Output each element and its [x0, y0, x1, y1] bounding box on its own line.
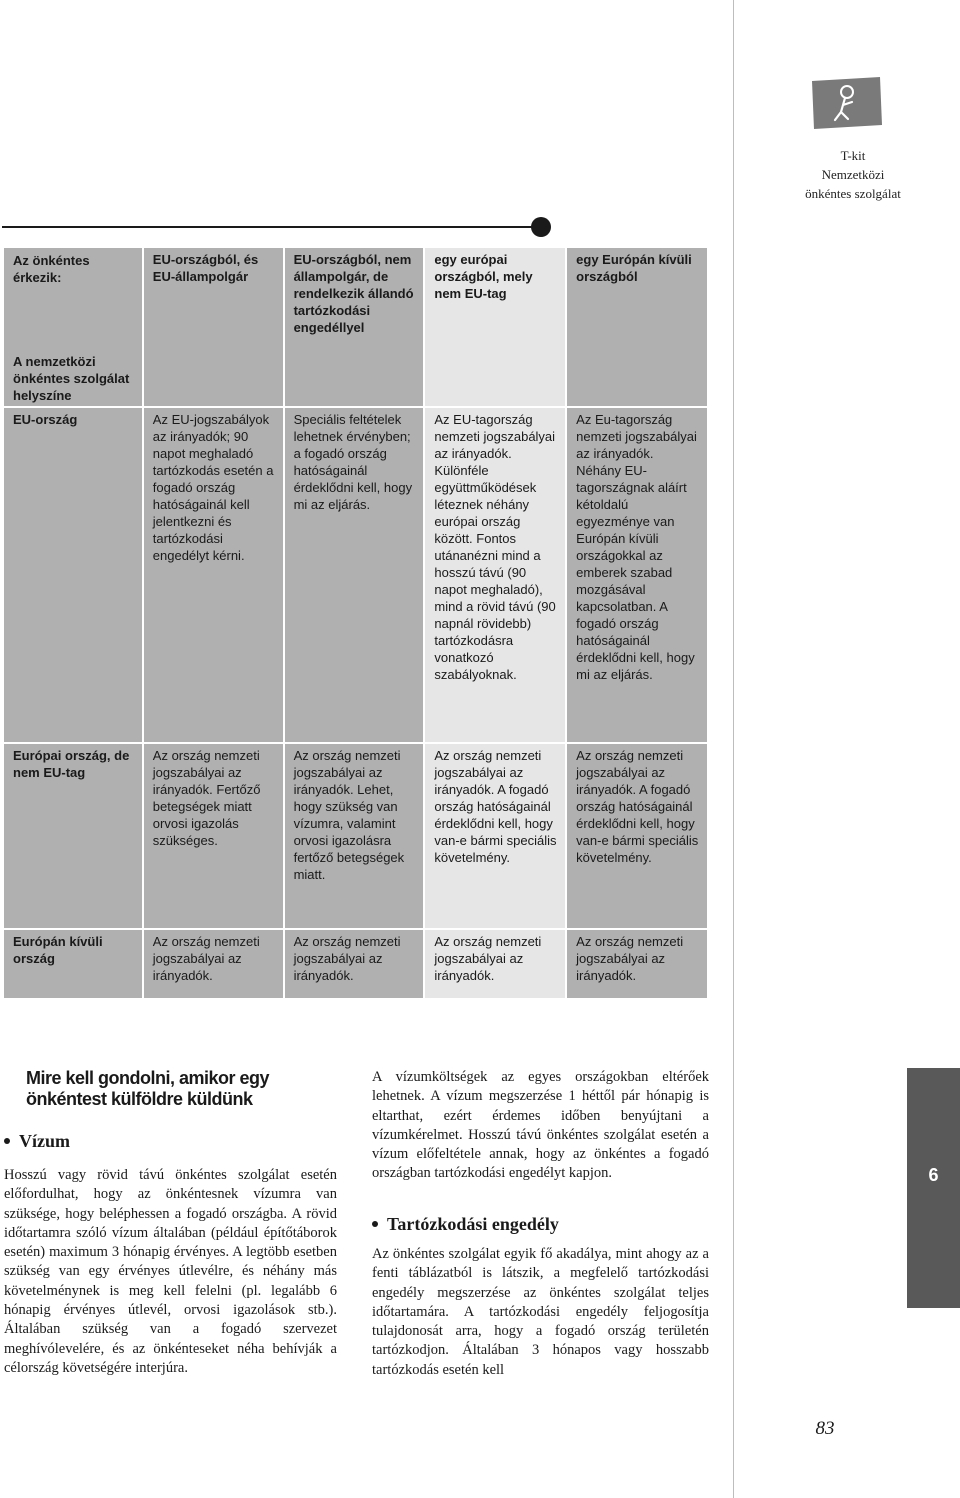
- brand-line: T-kit: [840, 148, 866, 163]
- chapter-tab: [907, 1068, 960, 1308]
- column-header: EU-országból, nem állampolgár, de rendelkezik állandó tartózkodási engedéllyel: [285, 248, 424, 406]
- brand-line: Nemzetközi: [821, 167, 885, 182]
- table-cell: Az ország nemzeti jogszabályai az irányadók. Lehet, hogy szükség van vízumra, valamint orvosi igazolásra fertőző betegségek miatt.: [285, 744, 424, 928]
- visa-cost-paragraph: A vízumköltségek az egyes országokban eltérőek lehetnek. A vízum megszerzése 1 héttől pár hónapig is eltarthat, ezért érdemes időben benyújtani a vízumkérelmet. Hosszú távú önkéntes szolgálat esetén a vízum előfeltétele annak, hogy az önkéntes a fogadó országban tartózkodási engedélyt kapjon.: [372, 1069, 709, 1182]
- brand-line: önkéntes szolgálat: [805, 186, 901, 201]
- column-header: EU-országból, és EU-állampolgár: [144, 248, 283, 406]
- header-rule: [2, 226, 540, 228]
- table-cell: Az ország nemzeti jogszabályai az irányadók.: [567, 930, 707, 998]
- corner-label-top: Az önkéntes érkezik:: [13, 253, 90, 285]
- residence-title: Tartózkodási engedély: [387, 1214, 559, 1234]
- table-header-row: [4, 248, 707, 406]
- table-cell: Az ország nemzeti jogszabályai az irányadók. A fogadó ország hatóságainál érdeklődni kell, hogy van-e bármi speciális követelmény.: [567, 744, 707, 928]
- visa-residence-table: [2, 246, 709, 1000]
- table-cell: Az ország nemzeti jogszabályai az irányadók. Fertőző betegségek miatt orvosi igazolás szükséges.: [144, 744, 283, 928]
- residence-paragraph: Az önkéntes szolgálat egyik fő akadálya, mint ahogy az a fenti táblázatból is látszik, a megfelelő tartózkodási engedély megszerzése az önkéntes szolgálat teljes időtartamára. A tartózkodási engedély feljogosítja tulajdonosát arra, hogy a fogadó ország területén tartózkodjon. Általában 3 hónapos vagy hosszabb tartózkodás esetén kell: [372, 1246, 709, 1378]
- margin-divider: [733, 0, 734, 1498]
- table-cell: Az ország nemzeti jogszabályai az irányadók.: [285, 930, 424, 998]
- table-cell: Az ország nemzeti jogszabályai az irányadók. A fogadó ország hatóságainál érdeklődni kell, hogy van-e bármi speciális követelmény.: [425, 744, 565, 928]
- table-cell: Az Eu-tagország nemzeti jogszabályai az irányadók. Néhány EU-tagországnak aláírt kétoldalú egyezménye van Európán kívüli országokkal az emberek szabad mozgásával kapcsolatban. A fogadó ország hatóságainál érdeklődni kell, hogy mi az eljárás.: [567, 408, 707, 742]
- table-row: [4, 930, 707, 998]
- table-cell: Az EU-tagország nemzeti jogszabályai az irányadók. Különféle együttműködések léteznek néhány európai ország között. Fontos utánanézni mind a hosszú távú (90 napot meghaladó), mind a rövid távú (90 napnál rövidebb) tartózkodásra vonatkozó szabályoknak.: [425, 408, 565, 742]
- table-cell: Speciális feltételek lehetnek érvényben; a fogadó ország hatóságainál érdeklődni kell, hogy mi az eljárás.: [285, 408, 424, 742]
- page-number: 83: [815, 1418, 835, 1439]
- residence-subheading: [372, 1213, 559, 1235]
- bullet-icon: [4, 1138, 10, 1144]
- row-header: EU-ország: [4, 408, 142, 742]
- column-header: egy Európán kívüli országból: [567, 248, 707, 406]
- tkit-logo-icon: [810, 75, 884, 131]
- visa-title: Vízum: [19, 1131, 70, 1151]
- table-corner-cell: [4, 248, 142, 406]
- chapter-number: 6: [928, 1165, 939, 1185]
- visa-subheading: [4, 1130, 70, 1152]
- table-cell: Az ország nemzeti jogszabályai az irányadók.: [144, 930, 283, 998]
- visa-paragraph: Hosszú vagy rövid távú önkéntes szolgálat esetén előfordulhat, hogy az önkéntesnek vízumra van szüksége, hogy beléphessen a fogadó országba. A rövid időtartamra szóló vízum általában (például építőtáborok esetén) maximum 3 hónapig érvényes. A legtöbb esetben szükség van egy érvényes útlevélre, és néhány más követelménynek is meg kell felelni (pl. legalább 6 hónapig érvényes útlevél, orvosi igazolások stb.). Általában szükség van a fogadó szervezet meghívólevelére, és az önkénteseket néha behívják a célország követségére interjúra.: [4, 1167, 337, 1376]
- table-cell: Az EU-jogszabályok az irányadók; 90 napot meghaladó tartózkodás esetén a fogadó ország hatóságainál kell jelentkezni és tartózkodási engedélyt kérni.: [144, 408, 283, 742]
- table-row: [4, 408, 707, 742]
- brand-text: [770, 146, 936, 203]
- row-header: Európai ország, de nem EU-tag: [4, 744, 142, 928]
- table-cell: Az ország nemzeti jogszabályai az irányadók.: [425, 930, 565, 998]
- section-heading: Mire kell gondolni, amikor egy önkéntest külföldre küldünk: [26, 1068, 270, 1109]
- corner-label-bottom: A nemzetközi önkéntes szolgálat helyszíne: [13, 354, 130, 403]
- bullet-icon: [372, 1221, 378, 1227]
- table-row: [4, 744, 707, 928]
- column-header: egy európai országból, mely nem EU-tag: [425, 248, 565, 406]
- row-header: Európán kívüli ország: [4, 930, 142, 998]
- header-rule-dot: [531, 217, 551, 237]
